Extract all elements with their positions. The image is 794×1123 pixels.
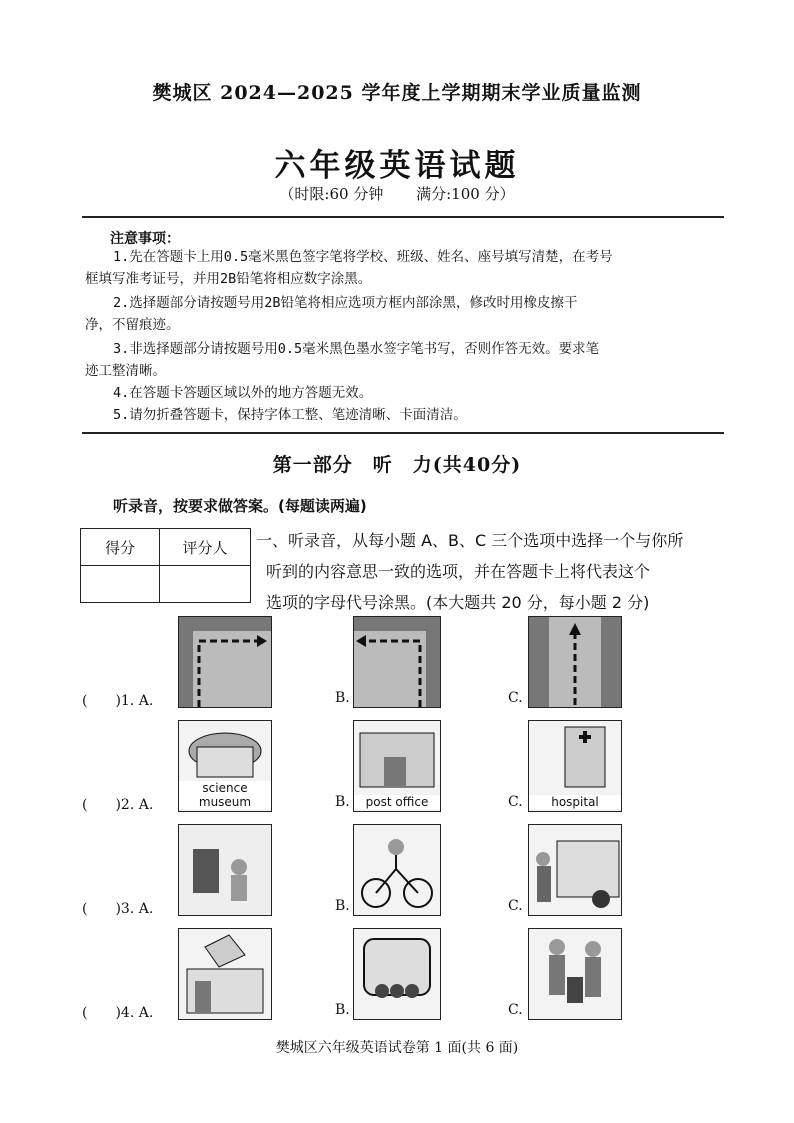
listening-instruction: 听录音，按要求做答案。(每题读两遍) — [113, 497, 367, 515]
post-office-building-icon — [179, 929, 271, 1019]
q3-option-c-image — [528, 824, 622, 916]
score-header: 得分 — [81, 529, 160, 566]
paper-title: 六年级英语试题 — [274, 148, 520, 184]
section1-instructions — [256, 525, 736, 618]
note-line: 框填写准考证号，并用2B铅笔将相应数字涂黑。 — [85, 271, 372, 287]
exam-limits — [0, 183, 794, 204]
road-straight-icon — [529, 617, 621, 707]
q2-option-b-caption: post office — [354, 795, 440, 809]
q2-option-a-image — [178, 720, 272, 812]
q4-option-c-image — [528, 928, 622, 1020]
q2-option-b-image — [353, 720, 441, 812]
q1-option-c-image — [528, 616, 622, 708]
q1-option-b-image — [353, 616, 441, 708]
note-line: 1.先在答题卡上用0.5毫米黑色签字笔将学校、班级、姓名、座号填写清楚，在考号 — [113, 249, 613, 265]
section1-line: 选项的字母代号涂黑。(本大题共 20 分，每小题 2 分) — [266, 593, 650, 612]
q1-option-b-label: B. — [335, 690, 350, 706]
bus-icon — [529, 825, 621, 915]
q4-option-c-label: C. — [508, 1002, 523, 1018]
road-turn-right-icon — [179, 617, 271, 707]
q3-option-a-image — [178, 824, 272, 916]
q3-option-b-label: B. — [335, 898, 350, 914]
q4-option-b-label: B. — [335, 1002, 350, 1018]
exam-title: 樊城区 2024—2025 学年度上学期期末学业质量监测 — [152, 82, 642, 104]
notes-title: 注意事项： — [110, 231, 180, 247]
bike-icon — [354, 825, 440, 915]
q4-label: ( )4. A. — [82, 1005, 154, 1021]
q4-option-b-image — [353, 928, 441, 1020]
people-with-luggage-icon — [529, 929, 621, 1019]
q3-option-b-image — [353, 824, 441, 916]
time-limit: （时限:60 分钟 — [279, 185, 384, 203]
note-line: 4.在答题卡答题区域以外的地方答题无效。 — [113, 385, 373, 401]
grader-header: 评分人 — [160, 529, 251, 566]
note-line: 净，不留痕迹。 — [85, 317, 180, 333]
q2-option-c-caption: hospital — [529, 795, 621, 809]
q4-option-a-image — [178, 928, 272, 1020]
q2-option-b-label: B. — [335, 794, 350, 810]
q2-option-a-caption: science museum — [179, 781, 271, 809]
q2-option-c-label: C. — [508, 794, 523, 810]
train-station-icon — [179, 825, 271, 915]
q3-option-c-label: C. — [508, 898, 523, 914]
note-line: 2.选择题部分请按题号用2B铅笔将相应选项方框内部涂黑，修改时用橡皮擦干 — [113, 295, 578, 311]
page-footer: 樊城区六年级英语试卷第 1 面(共 6 面) — [275, 1040, 519, 1056]
section1-line: 一、听录音，从每小题 A、B、C 三个选项中选择一个与你所 — [256, 531, 684, 550]
q3-label: ( )3. A. — [82, 901, 154, 917]
score-cell[interactable] — [81, 566, 160, 603]
full-score: 满分:100 分） — [416, 185, 515, 203]
q2-label: ( )2. A. — [82, 797, 154, 813]
cinema-screen-icon — [354, 929, 440, 1019]
road-turn-left-icon — [354, 617, 440, 707]
section1-line: 听到的内容意思一致的选项，并在答题卡上将代表这个 — [266, 562, 651, 581]
divider-top — [82, 216, 724, 218]
hospital-icon — [529, 721, 621, 791]
score-box — [80, 528, 251, 603]
post-office-icon — [354, 721, 440, 791]
q1-option-c-label: C. — [508, 690, 523, 706]
part-title: 第一部分 听 力(共40分) — [272, 454, 522, 476]
note-line: 5.请勿折叠答题卡，保持字体工整、笔迹清晰、卡面清洁。 — [113, 407, 467, 423]
q2-option-c-image — [528, 720, 622, 812]
grader-cell[interactable] — [160, 566, 251, 603]
divider-bottom — [82, 432, 724, 434]
note-line: 3.非选择题部分请按题号用0.5毫米黑色墨水签字笔书写，否则作答无效。要求笔 — [113, 341, 600, 357]
q1-option-a-image — [178, 616, 272, 708]
q1-label: ( )1. A. — [82, 693, 154, 709]
note-line: 迹工整清晰。 — [85, 363, 166, 379]
